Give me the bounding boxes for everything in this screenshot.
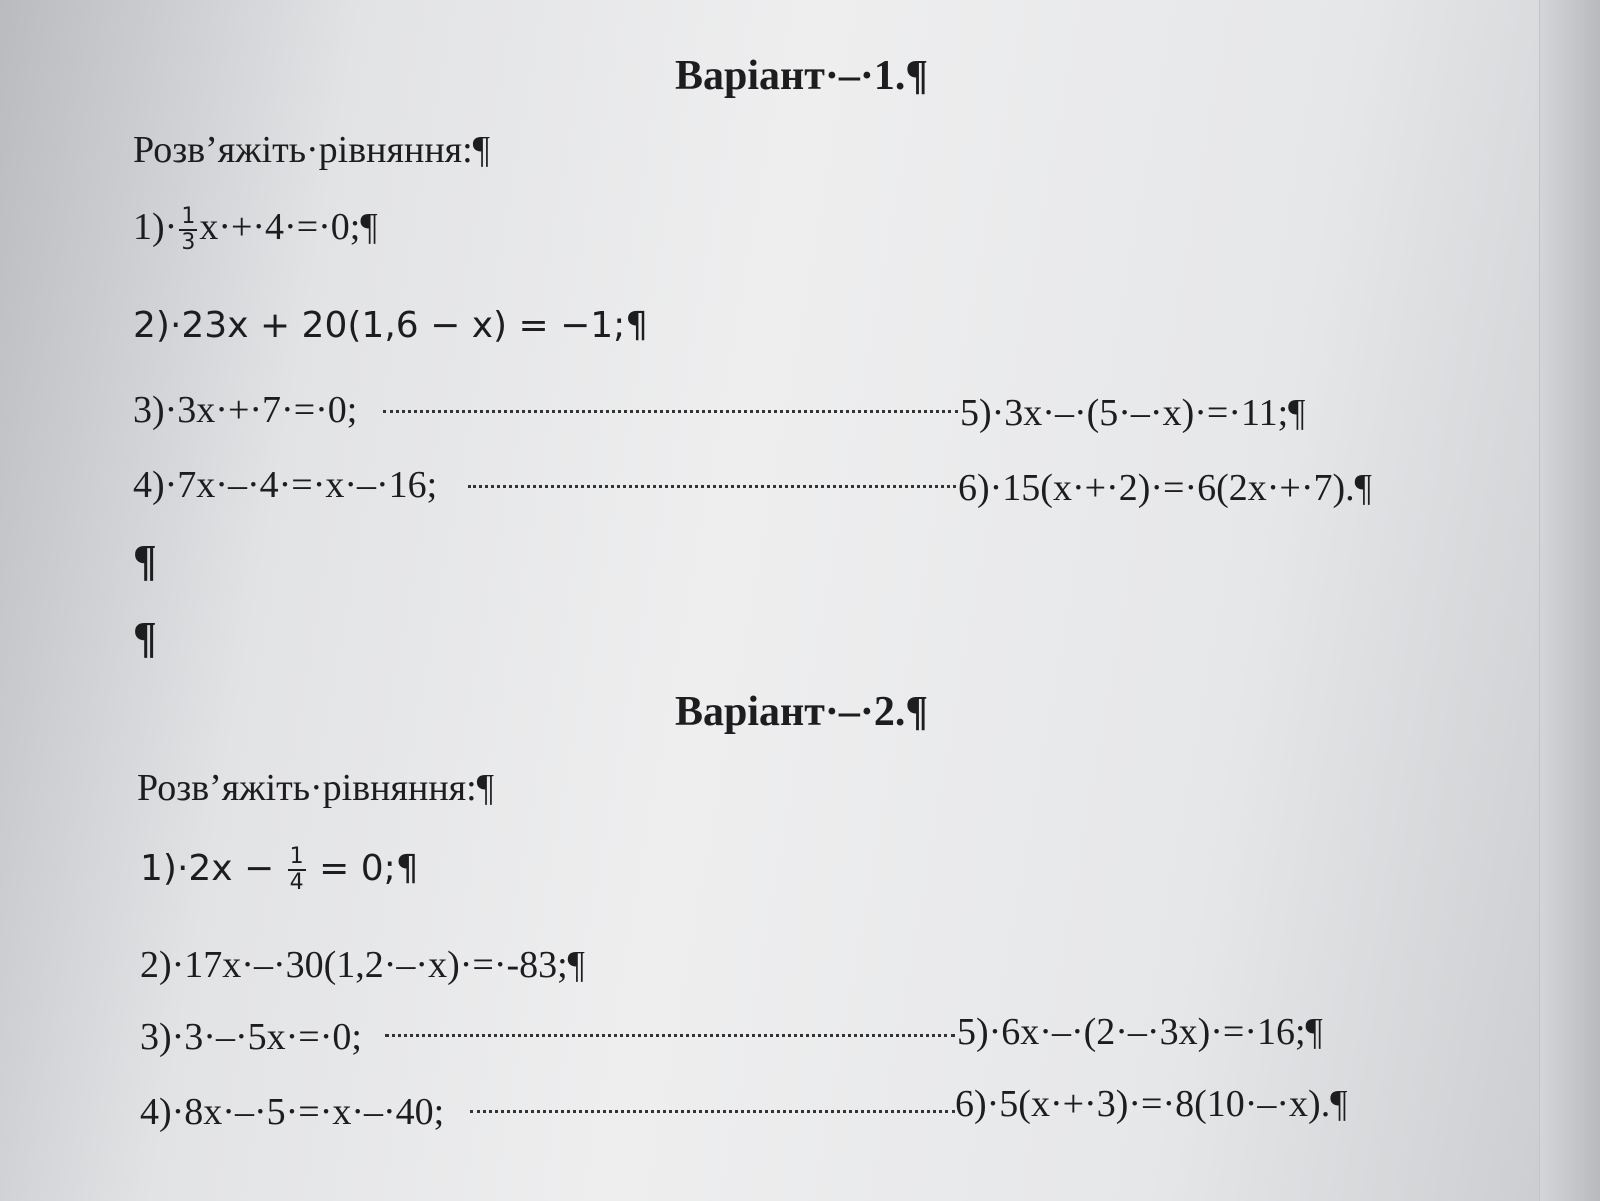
variant-1-item-4: 4)·7x·–·4·=·x·–·16; — [133, 464, 438, 506]
fraction-numerator: 1 — [181, 204, 196, 230]
variant-1-heading: Варіант·–·1.¶ — [675, 53, 929, 99]
tab-leader-dots — [468, 485, 956, 488]
variant-1-item-5: 5)·3x·–·(5·–·x)·=·11;¶ — [960, 392, 1306, 434]
variant-1-item-3: 3)·3x·+·7·=·0; — [133, 389, 358, 431]
variant-2-item-2: 2)·17x·–·30(1,2·–·x)·=·-83;¶ — [140, 944, 585, 986]
fraction-denominator: 3 — [181, 230, 196, 256]
item-1-suffix: x·+·4·=·0;¶ — [199, 206, 378, 248]
item-1-prefix: 1)·2x − — [140, 848, 286, 889]
variant-1-instruction: Розв’яжіть·рівняння:¶ — [133, 129, 490, 171]
fraction-denominator: 4 — [289, 870, 304, 895]
tab-leader-dots — [385, 1034, 955, 1037]
variant-2-item-6: 6)·5(x·+·3)·=·8(10·–·x).¶ — [955, 1083, 1348, 1125]
variant-2-instruction: Розв’яжіть·рівняння:¶ — [137, 767, 494, 809]
variant-2-item-4: 4)·8x·–·5·=·x·–·40; — [140, 1091, 445, 1133]
empty-paragraph-mark: ¶ — [133, 613, 157, 662]
variant-2-heading: Варіант·–·2.¶ — [675, 689, 929, 735]
screen-edge — [1539, 0, 1600, 1201]
variant-1-item-2: 2)·23x + 20(1,6 − x) = −1;¶ — [133, 305, 649, 346]
tab-leader-dots — [470, 1110, 955, 1113]
variant-2-item-5: 5)·6x·–·(2·–·3x)·=·16;¶ — [957, 1011, 1323, 1053]
variant-1-item-1 — [133, 205, 378, 255]
fraction — [179, 205, 197, 255]
empty-paragraph-mark: ¶ — [133, 536, 157, 585]
variant-1-item-6: 6)·15(x·+·2)·=·6(2x·+·7).¶ — [958, 467, 1372, 509]
item-1-suffix: = 0;¶ — [307, 848, 419, 889]
item-1-prefix: 1)· — [133, 206, 178, 248]
fraction — [288, 845, 306, 895]
tab-leader-dots — [383, 410, 958, 413]
fraction-numerator: 1 — [289, 844, 304, 869]
variant-2-item-3: 3)·3·–·5x·=·0; — [140, 1016, 362, 1058]
variant-2-item-1 — [140, 845, 419, 895]
